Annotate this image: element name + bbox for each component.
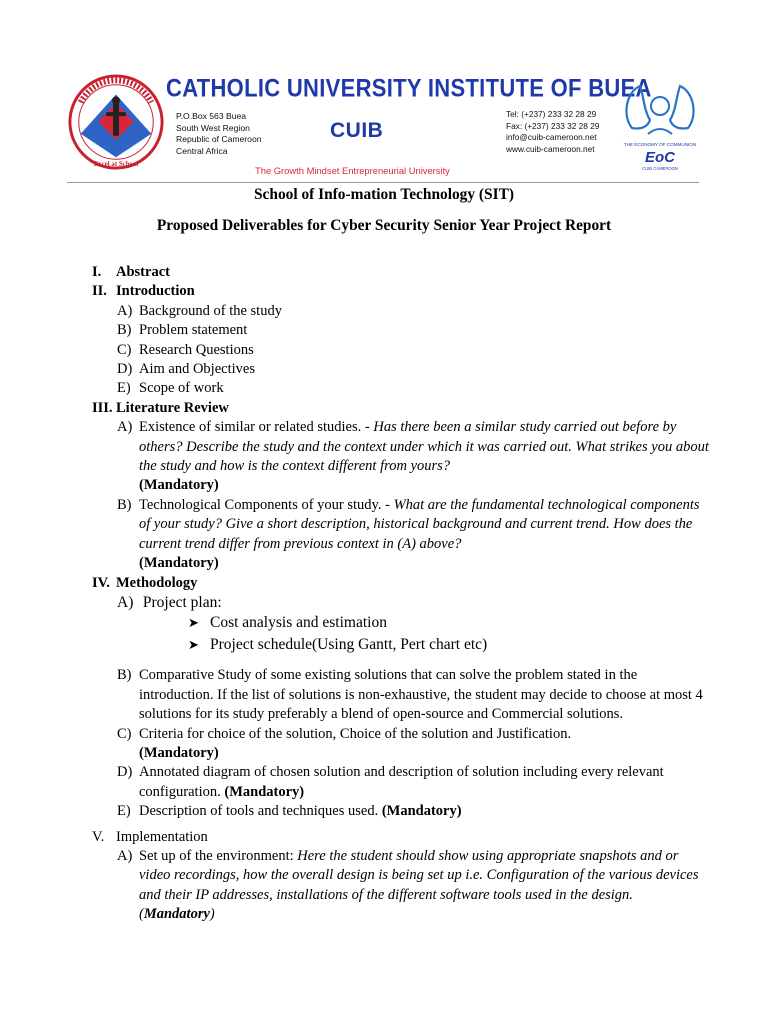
- list-item: [92, 496, 712, 574]
- list-item: [92, 360, 712, 379]
- eoc-mark: EoC: [645, 149, 675, 166]
- mandatory-label: (Mandatory): [139, 555, 219, 572]
- item-question: Has there been a similar study carried out before by others? Describe the study and the context under which it was carried out. What strikes you about the study and how is the context different from yours?: [139, 419, 709, 475]
- item-letter: B): [117, 496, 132, 513]
- list-item: [92, 593, 712, 612]
- list-item: [92, 379, 712, 398]
- item-text: Project plan:: [142, 593, 222, 611]
- university-acronym: CUIB: [330, 119, 384, 142]
- closing-paren: ): [209, 906, 215, 923]
- item-text: Criteria for choice of the solution, Choice of the solution and Justification.: [139, 725, 572, 742]
- list-item: [92, 321, 712, 340]
- item-text: Research Questions: [139, 341, 254, 358]
- document-body: [92, 263, 712, 925]
- item-text: Aim and Objectives: [139, 361, 255, 378]
- section-methodology: [92, 574, 712, 593]
- school-title: School of Info-mation Technology (SIT): [254, 186, 514, 203]
- header-divider: [67, 182, 699, 183]
- website-url: www.cuib-cameroon.net: [506, 143, 595, 154]
- section-number: II.: [92, 283, 107, 300]
- section-implementation: [92, 828, 712, 847]
- bullet-text: Project schedule(Using Gantt, Pert chart etc): [210, 636, 488, 654]
- item-text: Annotated diagram of chosen solution and description of solution including every relevant configuration.: [139, 764, 664, 800]
- tagline: The Growth Mindset Entrepreneurial University: [255, 165, 450, 176]
- university-seal-icon: [67, 73, 165, 171]
- bullet-text: Cost analysis and estimation: [210, 614, 387, 632]
- section-abstract: [92, 263, 712, 282]
- section-introduction: [92, 282, 712, 301]
- item-text: Existence of similar or related studies. -: [139, 419, 374, 436]
- contact-info: [506, 109, 599, 155]
- item-letter: E): [117, 803, 131, 820]
- item-letter: C): [117, 725, 132, 742]
- item-letter: A): [117, 302, 133, 319]
- section-number: IV.: [92, 574, 110, 591]
- mandatory-label: (Mandatory): [381, 803, 462, 820]
- item-letter: C): [117, 341, 132, 358]
- section-literature-review: [92, 399, 712, 418]
- postal-address: [176, 111, 262, 157]
- section-title: Implementation: [116, 828, 208, 845]
- item-letter: D): [117, 764, 133, 781]
- item-letter: D): [117, 361, 133, 378]
- item-text: Set up of the environment:: [139, 847, 298, 864]
- item-text: Technological Components of your study. -: [139, 496, 394, 513]
- letterhead: [62, 68, 702, 186]
- list-item: [92, 763, 712, 802]
- item-text: Background of the study: [139, 302, 282, 319]
- document-title: Proposed Deliverables for Cyber Security Senior Year Project Report: [156, 217, 612, 234]
- university-name: CATHOLIC UNIVERSITY INSTITUTE OF BUEA: [166, 74, 652, 102]
- address-line: P.O.Box 563 Buea: [176, 111, 247, 121]
- eoc-sub: CUIB CAMEROON: [642, 166, 678, 171]
- eoc-hands-icon: [618, 76, 702, 176]
- item-letter: B): [117, 322, 132, 339]
- item-text: Scope of work: [139, 380, 224, 397]
- eoc-caption: THE ECONOMY OF COMMUNION: [623, 142, 697, 147]
- section-number: I.: [92, 264, 102, 280]
- list-item: [92, 341, 712, 360]
- item-question: Here the student should show using appropriate snapshots and or video recordings, how the overall design is being set up i.e. Configuration of the various devices and their IP addresses, installations of the different software tools used in the design. (: [139, 847, 699, 923]
- email-address: info@cuib-cameroon.net: [506, 132, 597, 142]
- item-letter: A): [117, 593, 134, 611]
- bullet-item: [92, 612, 712, 634]
- list-item: [92, 802, 712, 821]
- list-item: [92, 418, 712, 496]
- item-text: Description of tools and techniques used.: [139, 803, 382, 820]
- list-item: [92, 725, 712, 764]
- address-line: Central Africa: [176, 145, 228, 156]
- mandatory-label: (Mandatory): [139, 744, 219, 761]
- section-title: Introduction: [116, 283, 195, 300]
- mandatory-label: Mandatory: [143, 906, 210, 923]
- address-line: South West Region: [176, 122, 250, 133]
- item-question: What are the fundamental technological components of your study? Give a short description, historical background and current trend. How does the current trend differ from previous context in (A) above?: [139, 496, 700, 552]
- arrow-bullet-icon: ➤: [188, 637, 199, 653]
- fax-number: Fax: (+237) 233 32 28 29: [506, 120, 600, 131]
- mandatory-label: (Mandatory): [139, 477, 219, 494]
- address-line: Republic of Cameroon: [176, 134, 262, 144]
- item-letter: A): [117, 419, 133, 436]
- list-item: [92, 666, 712, 724]
- section-title: Methodology: [116, 574, 198, 591]
- item-letter: E): [117, 380, 131, 397]
- item-text: Problem statement: [139, 322, 248, 339]
- item-letter: B): [117, 667, 132, 684]
- mandatory-label: (Mandatory): [224, 783, 305, 800]
- section-title: Literature Review: [116, 399, 229, 416]
- section-number: III.: [92, 399, 113, 416]
- bullet-item: [92, 634, 712, 656]
- svg-text:Excel at School: Excel at School: [93, 161, 139, 169]
- phone-number: Tel: (+237) 233 32 28 29: [506, 109, 597, 119]
- section-title: Abstract: [116, 264, 170, 280]
- list-item: [92, 847, 712, 925]
- arrow-bullet-icon: ➤: [188, 615, 199, 631]
- item-text: Comparative Study of some existing solutions that can solve the problem stated in the introduction. If the list of solutions is non-exhaustive, the student may decide to choose at most 4 solutions for its study preferably a blend of open-source and Commercial solutions.: [139, 667, 703, 723]
- section-number: V.: [92, 828, 105, 845]
- item-letter: A): [117, 847, 133, 864]
- list-item: [92, 302, 712, 321]
